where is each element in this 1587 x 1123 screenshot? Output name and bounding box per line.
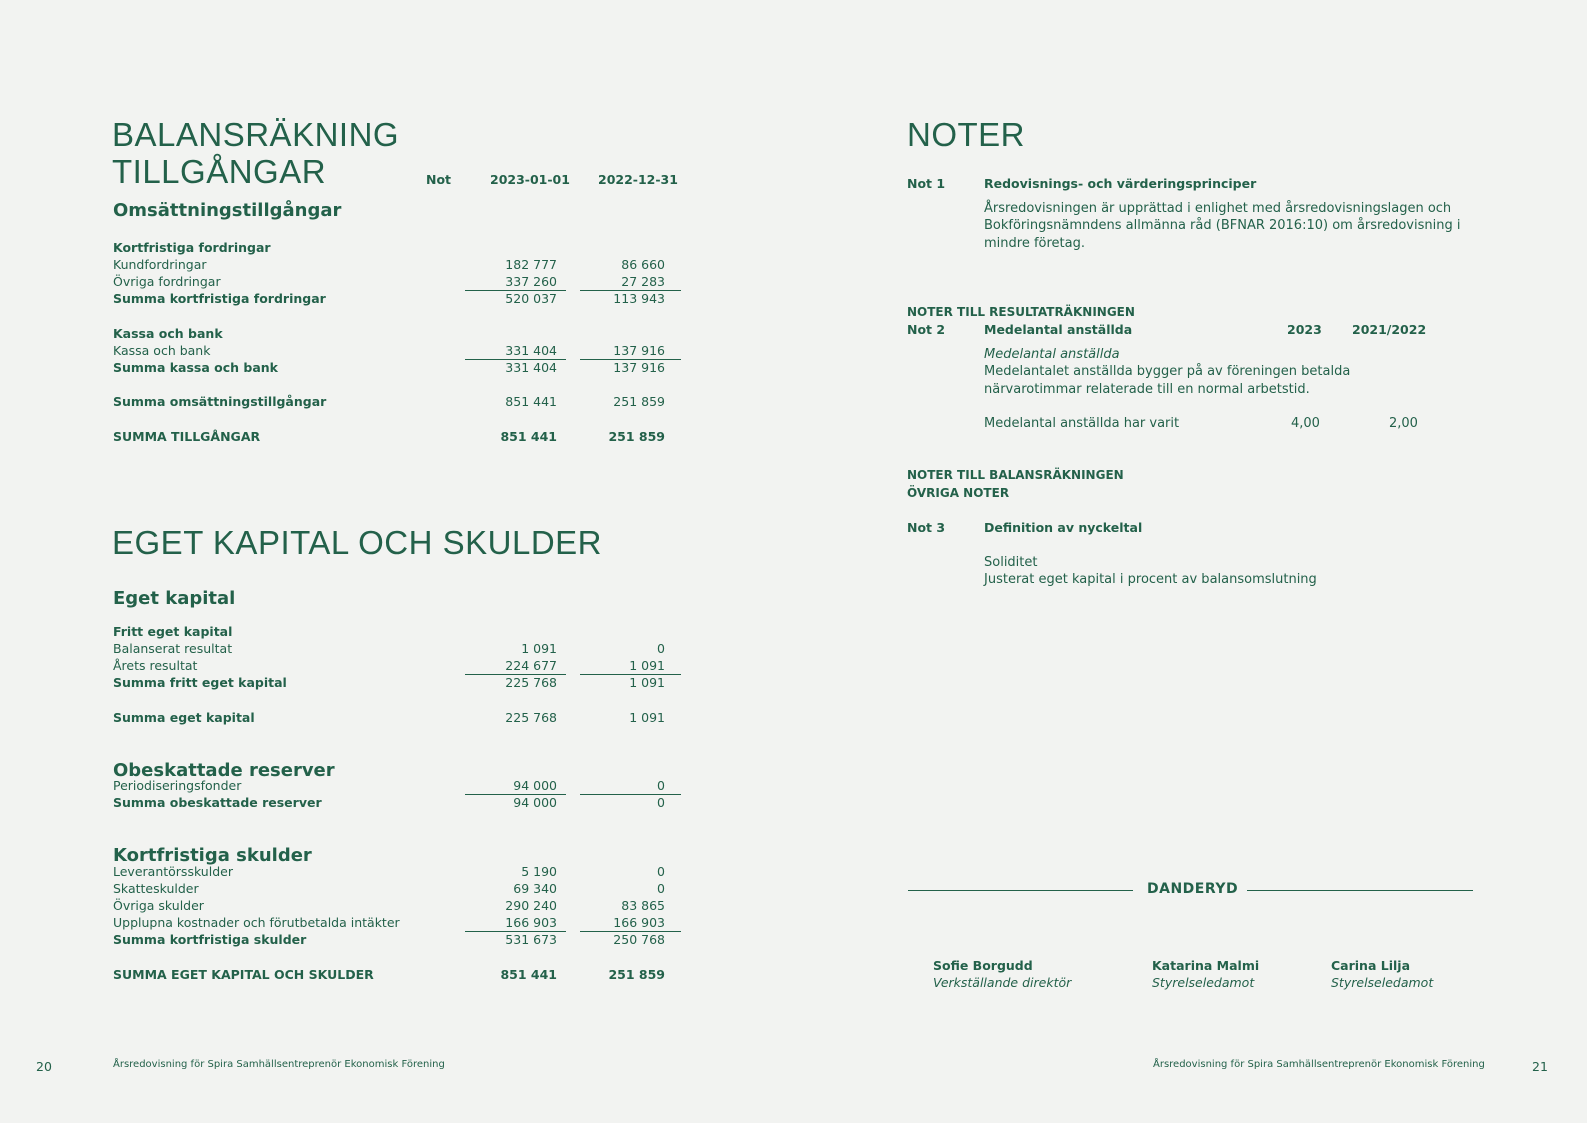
table-row: Summa fritt eget kapital 225 768 1 091 — [113, 675, 665, 690]
not2-col-2023: 2023 — [1287, 322, 1322, 337]
skulder-heading: Kortfristiga skulder — [113, 845, 312, 866]
table-row: Fritt eget kapital — [113, 624, 233, 639]
divider-line — [1247, 890, 1473, 891]
signature-name: Carina Lilja — [1331, 958, 1410, 973]
not2-text: närvarotimmar relaterade till en normal arbetstid. — [984, 382, 1310, 397]
signature-role: Styrelseledamot — [1331, 975, 1434, 990]
noter-title: NOTER — [907, 116, 1025, 153]
table-row: Upplupna kostnader och förutbetalda intäkter 166 903 166 903 — [113, 915, 665, 930]
table-row: Kassa och bank — [113, 326, 223, 341]
table-row: Summa omsättningstillgångar 851 441 251 859 — [113, 394, 665, 409]
not2-text: Medelantalet anställda bygger på av föreningen betalda — [984, 364, 1351, 379]
not1-label: Not 1 — [907, 176, 946, 191]
not1-title: Redovisnings- och värderingsprinciper — [984, 176, 1257, 191]
col-header-not: Not — [426, 172, 452, 187]
not3-label: Not 3 — [907, 520, 946, 535]
table-row: Kundfordringar 182 777 86 660 — [113, 257, 665, 272]
not3-text: Justerat eget kapital i procent av balansomslutning — [984, 572, 1317, 587]
not2-label: Not 2 — [907, 322, 946, 337]
page-number-right: 21 — [1532, 1059, 1548, 1074]
table-row: Balanserat resultat 1 091 0 — [113, 641, 665, 656]
obeskattade-heading: Obeskattade reserver — [113, 760, 335, 781]
table-row: Summa eget kapital 225 768 1 091 — [113, 710, 665, 725]
table-row: Summa kassa och bank 331 404 137 916 — [113, 360, 665, 375]
not3-text: Soliditet — [984, 555, 1038, 570]
table-row: Summa kortfristiga fordringar 520 037 113 943 — [113, 291, 665, 306]
balance-title-line2: TILLGÅNGAR — [112, 153, 327, 190]
table-row: Periodiseringsfonder 94 000 0 — [113, 778, 665, 793]
footer-right: Årsredovisning för Spira Samhällsentreprenör Ekonomisk Förening — [1153, 1059, 1485, 1070]
col-header-2022: 2022-12-31 — [598, 172, 678, 187]
place-label: DANDERYD — [1147, 881, 1239, 897]
divider-line — [908, 890, 1133, 891]
not1-text: Årsredovisningen är upprättad i enlighet med årsredovisningslagen och — [984, 201, 1452, 216]
eget-kapital-heading: Eget kapital — [113, 588, 236, 609]
not1-text: Bokföringsnämndens allmänna råd (BFNAR 2016:10) om årsredovisning i — [984, 218, 1461, 233]
balance-title-line1: BALANSRÄKNING — [112, 116, 400, 153]
col-header-2023: 2023-01-01 — [490, 172, 570, 187]
table-row: Övriga skulder 290 240 83 865 — [113, 898, 665, 913]
not2-italic: Medelantal anställda — [984, 347, 1120, 362]
table-row: Årets resultat 224 677 1 091 — [113, 658, 665, 673]
noter-resultat-heading: NOTER TILL RESULTATRÄKNINGEN — [907, 305, 1135, 319]
not1-text: mindre företag. — [984, 236, 1085, 251]
signature-name: Katarina Malmi — [1152, 958, 1260, 973]
table-row: Summa kortfristiga skulder 531 673 250 768 — [113, 932, 665, 947]
equity-title: EGET KAPITAL OCH SKULDER — [112, 524, 603, 561]
table-row: Övriga fordringar 337 260 27 283 — [113, 274, 665, 289]
table-row: SUMMA EGET KAPITAL OCH SKULDER 851 441 251 859 — [113, 967, 665, 982]
not2-row-label: Medelantal anställda har varit — [984, 416, 1180, 431]
signature-role: Verkställande direktör — [933, 975, 1072, 990]
table-row: Kortfristiga fordringar — [113, 240, 271, 255]
page-number-left: 20 — [36, 1059, 52, 1074]
omsattning-heading: Omsättningstillgångar — [113, 200, 342, 221]
table-row: Leverantörsskulder 5 190 0 — [113, 864, 665, 879]
signature-name: Sofie Borgudd — [933, 958, 1033, 973]
table-row: SUMMA TILLGÅNGAR 851 441 251 859 — [113, 429, 665, 444]
not2-row-v2: 2,00 — [1389, 416, 1418, 431]
not2-row-v1: 4,00 — [1291, 416, 1320, 431]
not3-title: Definition av nyckeltal — [984, 520, 1143, 535]
not2-col-2022: 2021/2022 — [1352, 322, 1427, 337]
noter-balans-heading: NOTER TILL BALANSRÄKNINGEN — [907, 468, 1124, 482]
table-row: Summa obeskattade reserver 94 000 0 — [113, 795, 665, 810]
table-row: Skatteskulder 69 340 0 — [113, 881, 665, 896]
table-row: Kassa och bank 331 404 137 916 — [113, 343, 665, 358]
ovriga-noter-heading: ÖVRIGA NOTER — [907, 486, 1010, 500]
footer-left: Årsredovisning för Spira Samhällsentreprenör Ekonomisk Förening — [113, 1059, 445, 1070]
signature-role: Styrelseledamot — [1152, 975, 1255, 990]
not2-title: Medelantal anställda — [984, 322, 1133, 337]
